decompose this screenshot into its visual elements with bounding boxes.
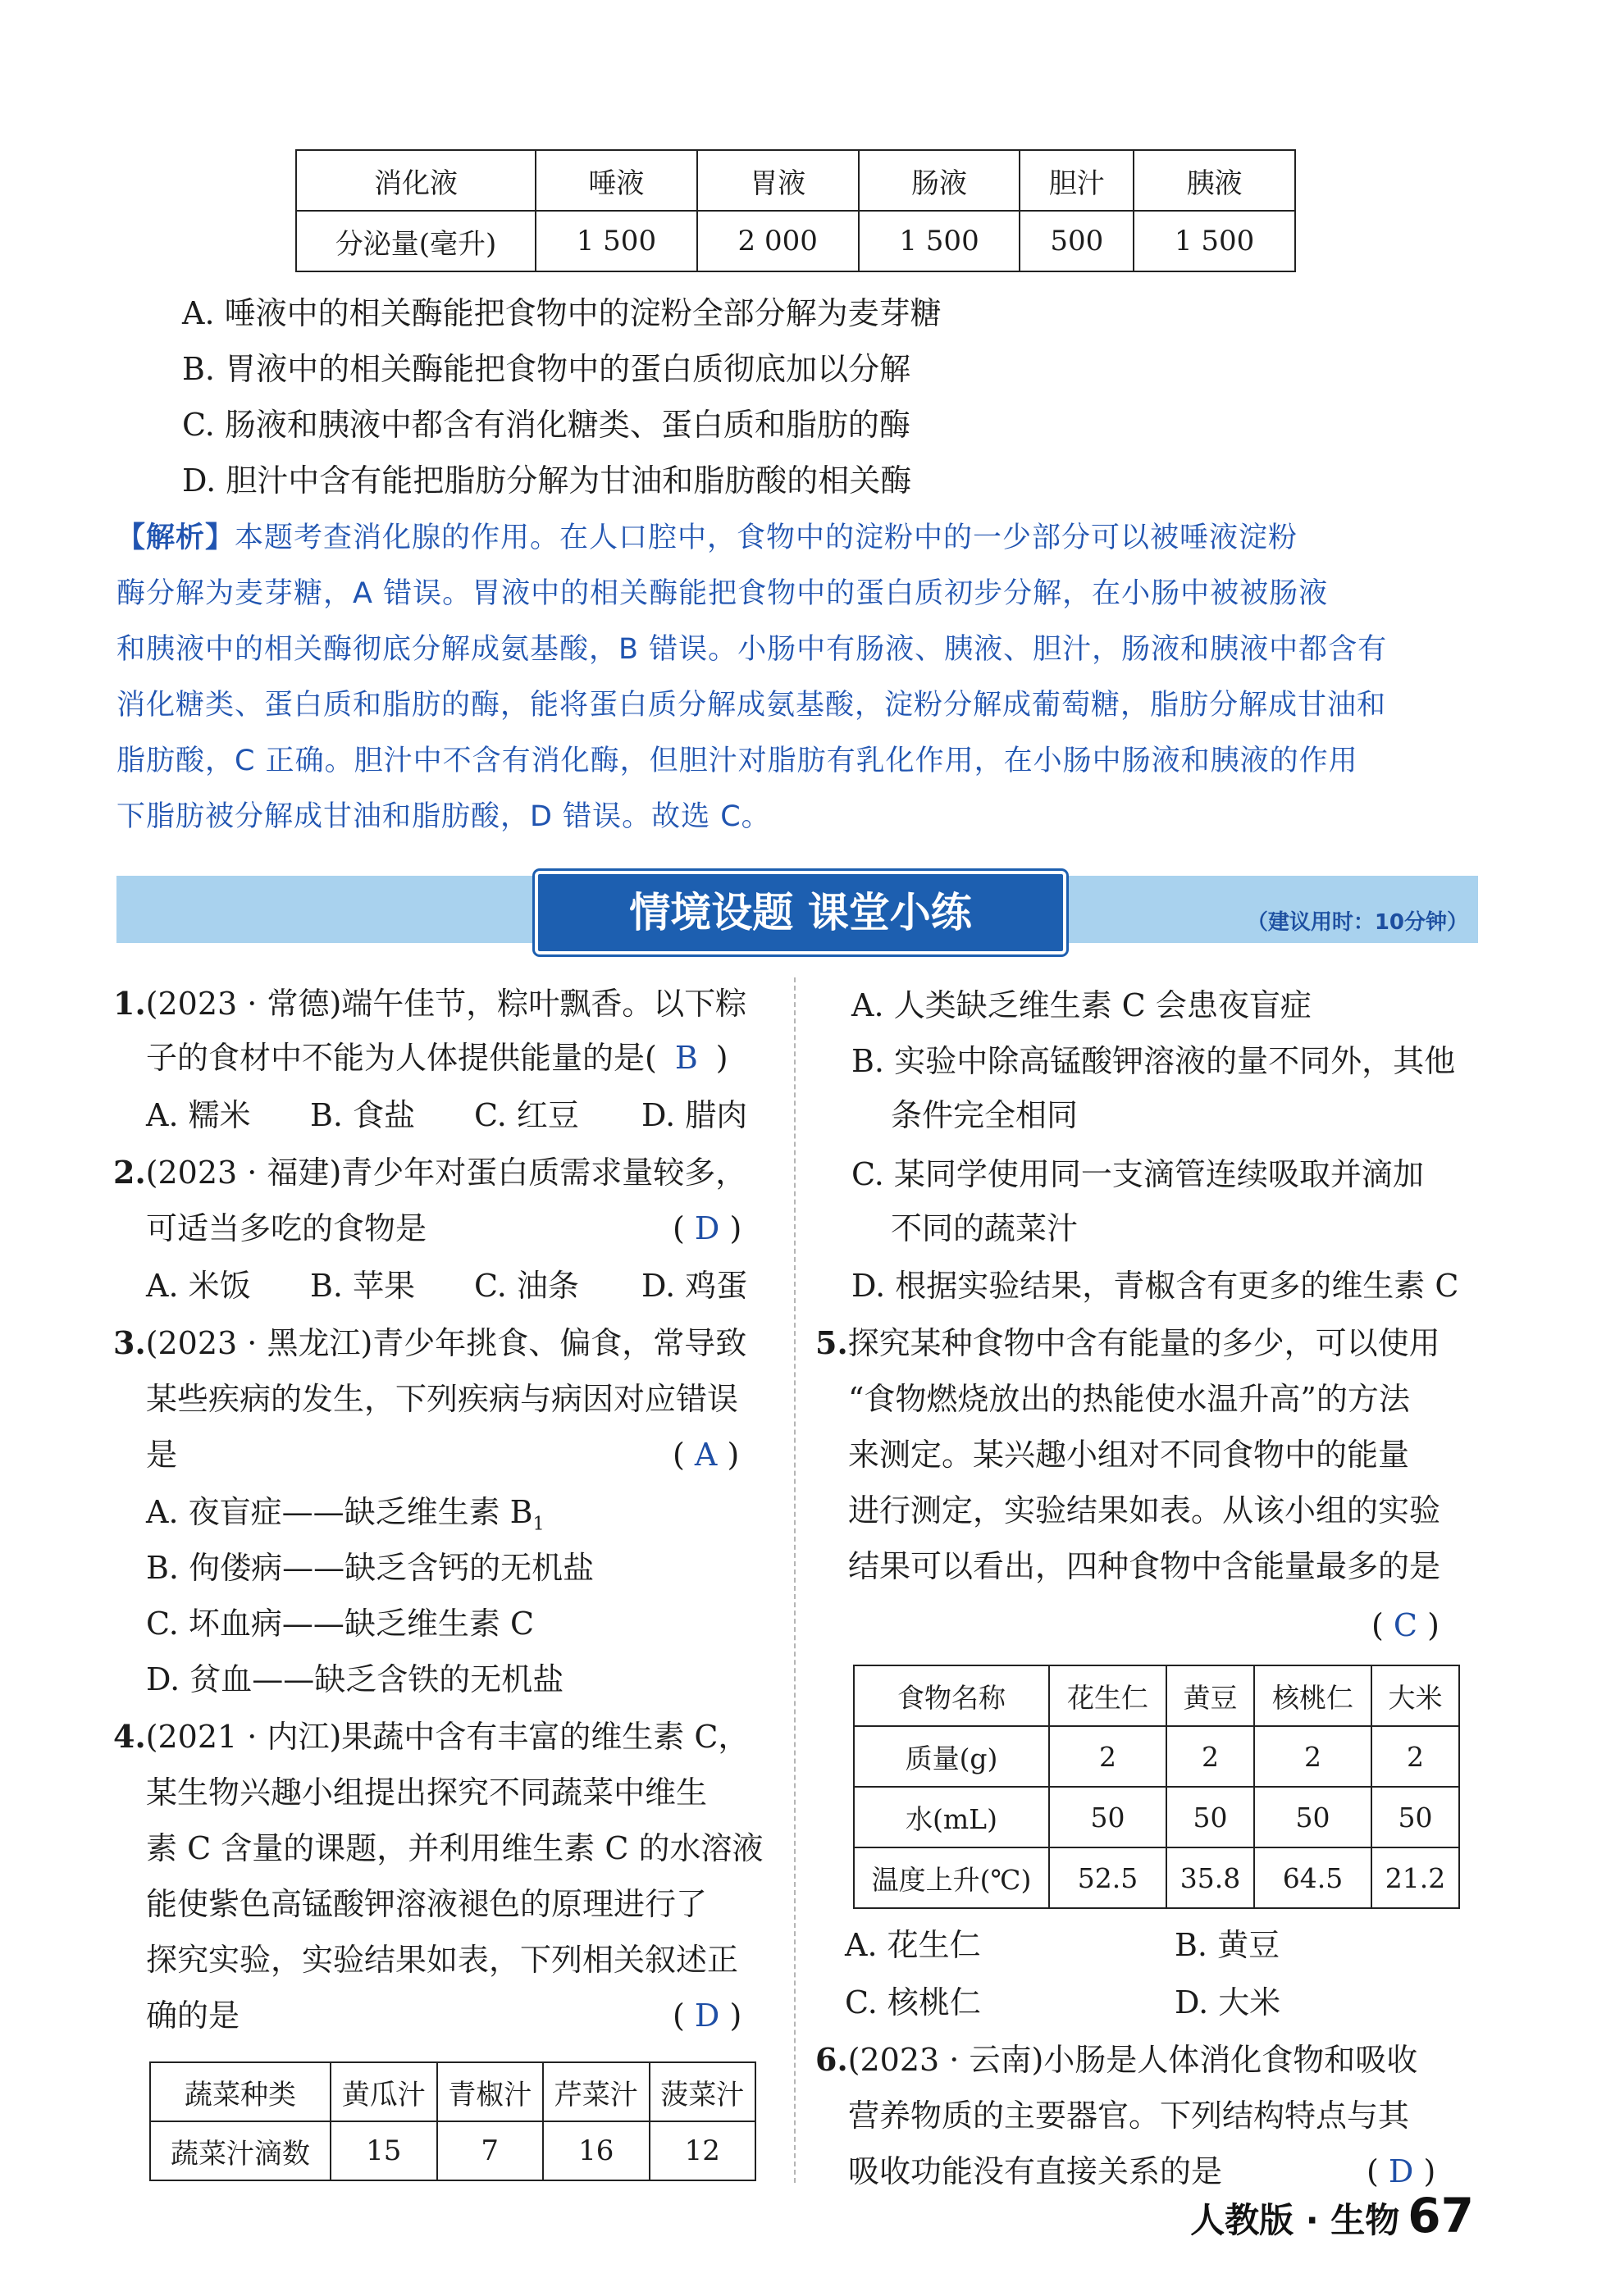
question-text: 来测定。某兴趣小组对不同食物中的能量 [848, 1437, 1410, 1473]
table-row [854, 1726, 1459, 1787]
question-number: 2. [113, 1154, 146, 1191]
question-text: 能使紫色高锰酸钾溶液褪色的原理进行了 [146, 1886, 708, 1922]
analysis-line: 消化糖类、蛋白质和脂肪的酶，能将蛋白质分解成氨基酸，淀粉分解成葡萄糖，脂肪分解成甘油和 [116, 689, 1387, 722]
question-text: 探究某种食物中含有能量的多少，可以使用 [847, 1325, 1440, 1361]
question-text: 某些疾病的发生，下列疾病与病因对应错误 [146, 1381, 739, 1417]
table-cell: 1 500 [536, 211, 697, 271]
question-number: 6. [815, 2041, 848, 2078]
table-cell: 肠液 [859, 150, 1020, 211]
answer-paren: ( C ) [1371, 1607, 1440, 1643]
table-cell: 21.2 [1371, 1847, 1459, 1908]
answer: D [694, 1210, 720, 1246]
table-cell: 2 [1049, 1726, 1166, 1787]
question-text: 子的食材中不能为人体提供能量的是( [146, 1040, 657, 1076]
q4-option-b-cont: 条件完全相同 [891, 1097, 1079, 1133]
table-cell: 胆汁 [1020, 150, 1134, 211]
q4-option-a: A. 人类缺乏维生素 C 会患夜盲症 [851, 987, 1312, 1023]
q4-option-c: C. 某同学使用同一支滴管连续吸取并滴加 [851, 1156, 1424, 1192]
q2-option-a: A. 米饭 [146, 1268, 251, 1304]
q5-option-c: C. 核桃仁 [845, 1984, 981, 2020]
q2-option-c: C. 油条 [474, 1268, 579, 1304]
question-text: 是 [146, 1437, 178, 1473]
question-text: “食物燃烧放出的热能使水温升高”的方法 [848, 1381, 1410, 1417]
table-cell: 温度上升(℃) [854, 1847, 1049, 1908]
question-1 [113, 987, 746, 1020]
table-cell: 15 [331, 2121, 437, 2180]
table-cell: 50 [1254, 1787, 1371, 1847]
question-number: 3. [113, 1324, 146, 1361]
analysis-line: 本题考查消化腺的作用。在人口腔中，食物中的淀粉中的一少部分可以被唾液淀粉 [235, 522, 1298, 554]
banner-time-note: （建议用时：10分钟） [1246, 910, 1468, 935]
question-text: (2023 · 福建)青少年对蛋白质需求量较多， [145, 1155, 747, 1191]
table-cell: 7 [437, 2121, 544, 2180]
question-5 [815, 1324, 1440, 1361]
q1-option-a: A. 糯米 [146, 1097, 251, 1133]
table-cell: 2 [1166, 1726, 1254, 1787]
table-cell: 胰液 [1134, 150, 1295, 211]
analysis-line: 和胰液中的相关酶彻底分解成氨基酸，B 错误。小肠中有肠液、胰液、胆汁，肠液和胰液中都含有 [116, 633, 1388, 666]
q1-option-c: C. 红豆 [474, 1097, 579, 1133]
table-row [296, 211, 1295, 271]
table-cell: 50 [1166, 1787, 1254, 1847]
table-cell: 2 000 [697, 211, 859, 271]
option-text: A. 夜盲症——缺乏维生素 B [146, 1494, 533, 1530]
option-c: C. 肠液和胰液中都含有消化糖类、蛋白质和脂肪的酶 [182, 407, 910, 443]
table-cell: 64.5 [1254, 1847, 1371, 1908]
table-cell: 1 500 [859, 211, 1020, 271]
analysis-line: 酶分解为麦芽糖，A 错误。胃液中的相关酶能把食物中的蛋白质初步分解，在小肠中被被肠液 [116, 577, 1329, 610]
answer: B [674, 1040, 698, 1076]
question-1-line2 [146, 1041, 769, 1074]
table-cell: 黄豆 [1166, 1665, 1254, 1726]
question-number: 1. [113, 985, 146, 1022]
table-cell: 12 [650, 2121, 756, 2180]
subscript: 1 [532, 1514, 545, 1535]
answer-paren: ( D ) [1367, 2153, 1436, 2189]
table-cell: 唾液 [536, 150, 697, 211]
table-cell: 食物名称 [854, 1665, 1049, 1726]
question-text: (2023 · 黑龙江)青少年挑食、偏食，常导致 [145, 1325, 747, 1361]
table-row [854, 1787, 1459, 1847]
table-row [854, 1847, 1459, 1908]
answer-paren: ( D ) [673, 1210, 742, 1246]
table-cell: 2 [1254, 1726, 1371, 1787]
table-row [150, 2121, 755, 2180]
table-cell: 大米 [1371, 1665, 1459, 1726]
question-text: (2023 · 常德)端午佳节，粽叶飘香。以下粽 [145, 986, 747, 1022]
q5-option-d: D. 大米 [1175, 1984, 1281, 2020]
q2-option-b: B. 苹果 [310, 1268, 416, 1304]
table-cell: 胃液 [697, 150, 859, 211]
table-cell: 50 [1049, 1787, 1166, 1847]
question-2 [113, 1156, 746, 1189]
question-text: 可适当多吃的食物是 [146, 1210, 427, 1246]
table-cell: 核桃仁 [1254, 1665, 1371, 1726]
q3-option-d: D. 贫血——缺乏含铁的无机盐 [146, 1661, 564, 1697]
q3-option-a [146, 1496, 545, 1542]
question-text: (2021 · 内江)果蔬中含有丰富的维生素 C， [145, 1719, 750, 1755]
table-cell: 500 [1020, 211, 1134, 271]
analysis-block [116, 510, 1486, 845]
q3-option-b: B. 佝偻病——缺乏含钙的无机盐 [146, 1550, 595, 1586]
question-text: 吸收功能没有直接关系的是 [848, 2153, 1223, 2189]
q5-option-b: B. 黄豆 [1175, 1927, 1280, 1963]
table-cell: 蔬菜汁滴数 [150, 2121, 331, 2180]
answer: D [1388, 2153, 1414, 2189]
table-cell: 芹菜汁 [543, 2062, 650, 2121]
q5-option-a: A. 花生仁 [845, 1927, 981, 1963]
table-cell: 50 [1371, 1787, 1459, 1847]
answer: A [694, 1437, 718, 1473]
banner-title: 情境设题 课堂小练 [535, 871, 1066, 954]
question-6 [815, 2043, 1417, 2076]
digestive-juice-table [295, 149, 1296, 272]
table-row [150, 2062, 755, 2121]
table-cell: 菠菜汁 [650, 2062, 756, 2121]
table-cell: 青椒汁 [437, 2062, 544, 2121]
question-text: 进行测定，实验结果如表。从该小组的实验 [848, 1492, 1441, 1528]
question-4 [113, 1720, 749, 1753]
table-cell: 黄瓜汁 [331, 2062, 437, 2121]
option-d: D. 胆汁中含有能把脂肪分解为甘油和脂肪酸的相关酶 [182, 462, 912, 499]
q3-option-c: C. 坏血病——缺乏维生素 C [146, 1606, 535, 1642]
answer-paren: ( D ) [673, 1998, 742, 2034]
analysis-line: 下脂肪被分解成甘油和脂肪酸，D 错误。故选 C。 [116, 800, 771, 833]
column-divider [794, 977, 796, 2183]
page-footer [1190, 2188, 1474, 2244]
table-cell: 52.5 [1049, 1847, 1166, 1908]
table-cell: 花生仁 [1049, 1665, 1166, 1726]
table-cell: 水(mL) [854, 1787, 1049, 1847]
table-cell: 35.8 [1166, 1847, 1254, 1908]
answer-paren: ( A ) [673, 1437, 740, 1473]
table-cell: 16 [543, 2121, 650, 2180]
food-energy-table [853, 1665, 1460, 1909]
q1-option-d: D. 腊肉 [641, 1097, 748, 1133]
table-row [854, 1665, 1459, 1726]
question-text: 某生物兴趣小组提出探究不同蔬菜中维生 [146, 1774, 708, 1811]
table-cell: 蔬菜种类 [150, 2062, 331, 2121]
q1-option-b: B. 食盐 [310, 1097, 416, 1133]
paren-close: ) [715, 1040, 728, 1076]
option-b: B. 胃液中的相关酶能把食物中的蛋白质彻底加以分解 [182, 351, 911, 387]
q4-option-b: B. 实验中除高锰酸钾溶液的量不同外，其他 [851, 1043, 1456, 1079]
question-3 [113, 1324, 747, 1361]
table-cell: 分泌量(毫升) [296, 211, 536, 271]
analysis-line: 脂肪酸，C 正确。胆汁中不含有消化酶，但胆汁对脂肪有乳化作用，在小肠中肠液和胰液的作用 [116, 745, 1358, 777]
question-number: 5. [815, 1324, 848, 1361]
question-text: 确的是 [146, 1998, 240, 2034]
table-cell: 质量(g) [854, 1726, 1049, 1787]
q2-option-d: D. 鸡蛋 [641, 1268, 748, 1304]
q4-option-c-cont: 不同的蔬菜汁 [891, 1210, 1079, 1246]
analysis-label: 【解析】 [116, 522, 235, 554]
section-banner [116, 876, 1478, 943]
q4-option-d: D. 根据实验结果，青椒含有更多的维生素 C [851, 1268, 1459, 1304]
table-cell: 1 500 [1134, 211, 1295, 271]
table-cell: 消化液 [296, 150, 536, 211]
answer: D [694, 1998, 720, 2034]
table-row [296, 150, 1295, 211]
page-number: 67 [1408, 2188, 1474, 2244]
option-a: A. 唾液中的相关酶能把食物中的淀粉全部分解为麦芽糖 [182, 295, 942, 331]
table-cell: 2 [1371, 1726, 1459, 1787]
question-text: (2023 · 云南)小肠是人体消化食物和吸收 [847, 2042, 1418, 2078]
footer-label: 人教版 · 生物 [1190, 2200, 1400, 2240]
question-text: 营养物质的主要器官。下列结构特点与其 [848, 2098, 1410, 2134]
vegetable-table [149, 2061, 756, 2181]
answer: C [1393, 1607, 1417, 1643]
question-text: 结果可以看出，四种食物中含能量最多的是 [848, 1548, 1441, 1584]
question-text: 素 C 含量的课题，并利用维生素 C 的水溶液 [146, 1830, 764, 1866]
question-number: 4. [113, 1718, 146, 1755]
question-text: 探究实验，实验结果如表，下列相关叙述正 [146, 1942, 739, 1978]
